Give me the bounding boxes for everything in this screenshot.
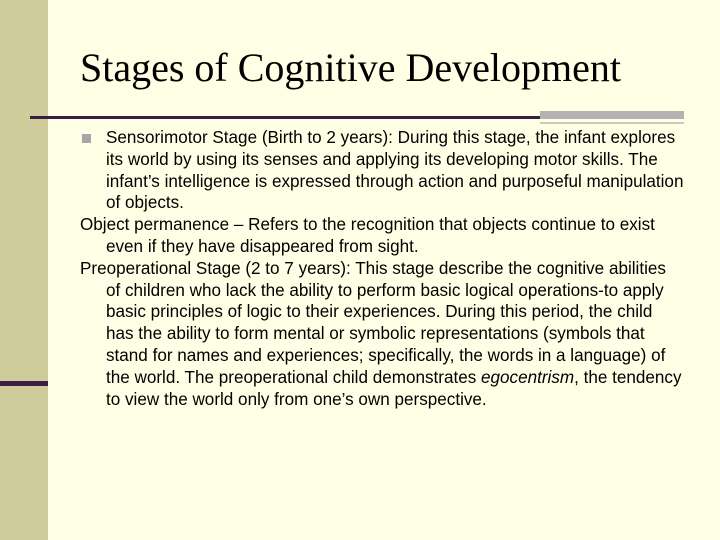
title-rule-gray-thin (540, 122, 684, 124)
paragraph-preoperational-text-end: , the tendency to view the world only from one’s own perspective. (106, 367, 682, 409)
paragraph-object-permanence (80, 214, 684, 258)
left-band-accent-bar (0, 381, 48, 386)
paragraph-sensorimotor (80, 127, 684, 214)
square-bullet-icon (80, 127, 106, 149)
left-decorative-band (0, 0, 48, 540)
paragraph-object-permanence-text: Object permanence – Refers to the recognition that objects continue to exist even if they have disappeared from sight. (80, 215, 655, 256)
paragraph-preoperational (80, 258, 684, 411)
title-rule-gray-block (540, 111, 684, 119)
slide-title: Stages of Cognitive Development (80, 45, 622, 90)
paragraph-sensorimotor-text: Sensorimotor Stage (Birth to 2 years): During this stage, the infant explores its world by using its senses and applying its developing motor skills. The infant’s intelligence is expressed through action and purposeful manipulation of objects. (106, 128, 684, 213)
term-egocentrism: egocentrism (481, 367, 575, 387)
slide-body (80, 127, 684, 410)
paragraph-preoperational-text: Preoperational Stage (2 to 7 years): This stage describe the cognitive abilities of children who lack the ability to perform basic logical operations-to apply basic principles of logic to their experiences. During this period, the child has the ability to form mental or symbolic representations (symbols that stand for names and experiences; specifically, the words in a language) of the world. The preoperational child demonstrates (80, 258, 666, 387)
title-underline-rule (30, 116, 540, 119)
